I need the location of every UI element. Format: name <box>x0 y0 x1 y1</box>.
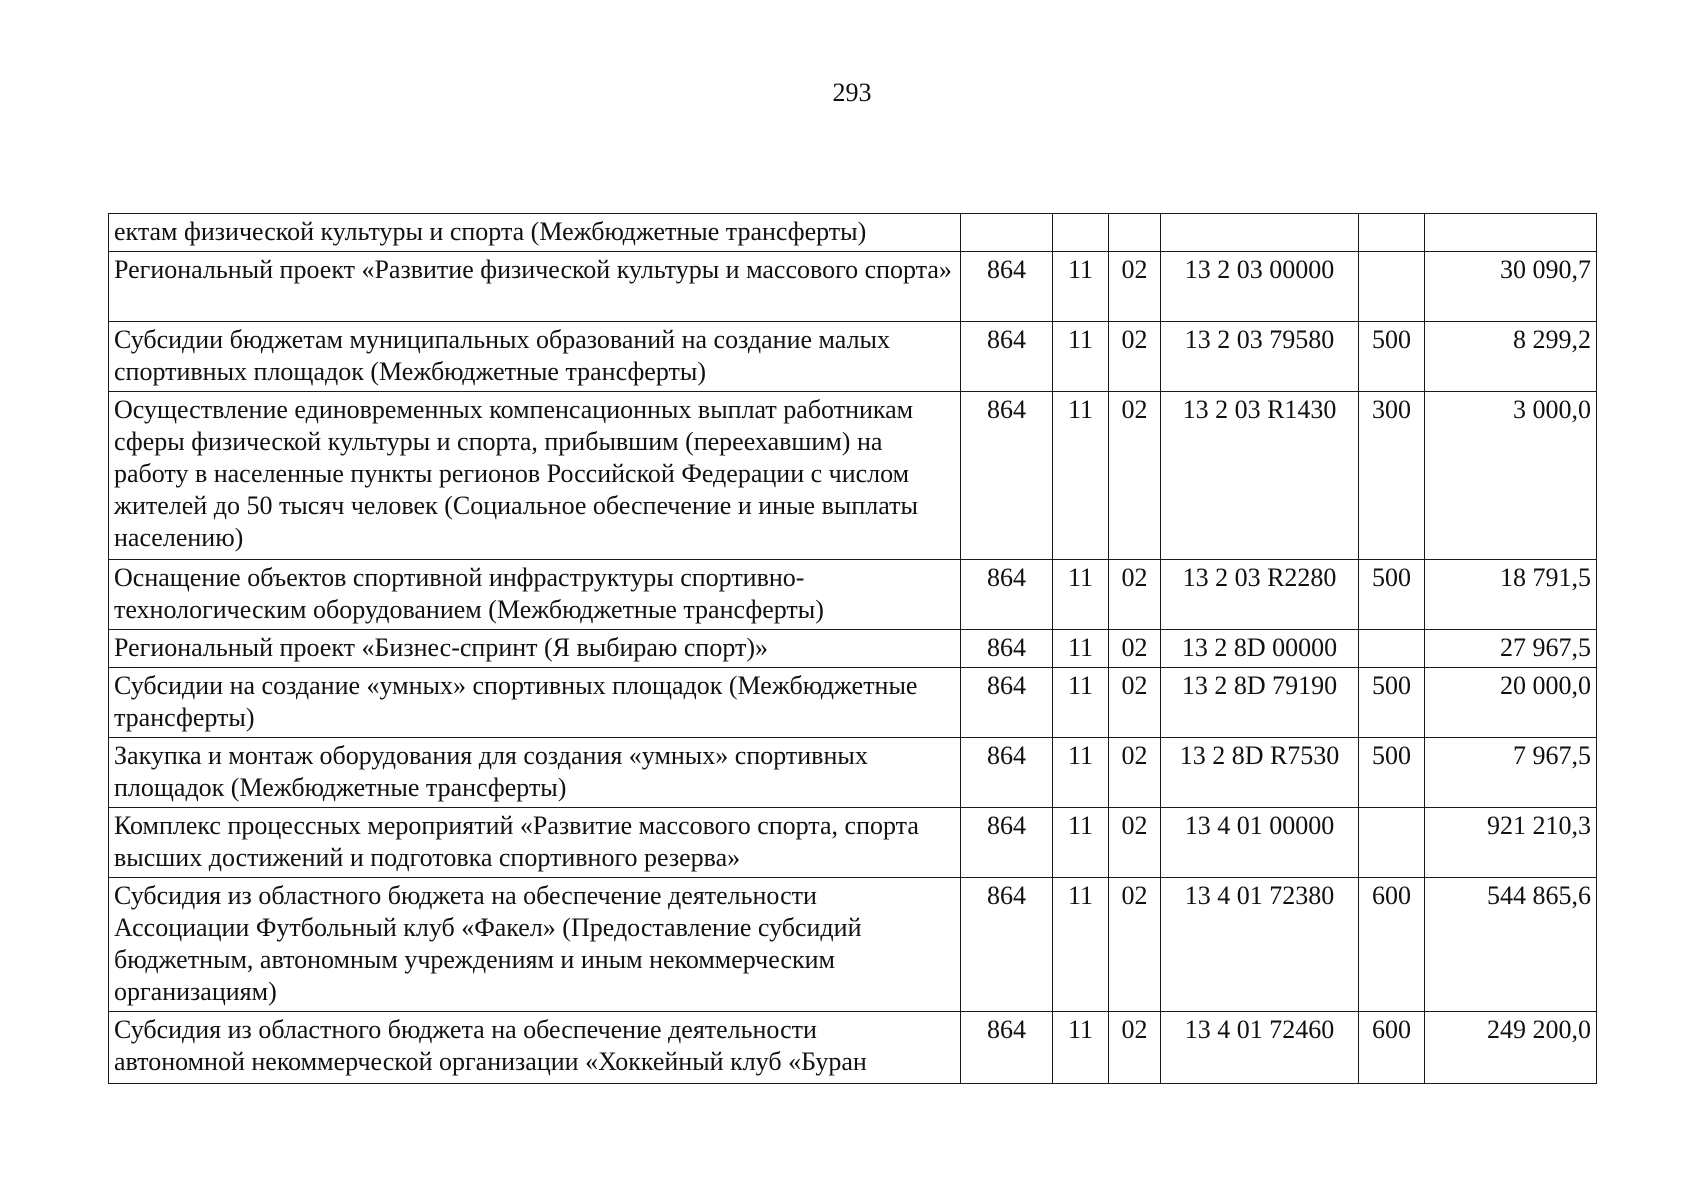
table-row <box>109 1012 1597 1084</box>
ministry-code-cell: 864 <box>961 392 1053 560</box>
target-article-cell: 13 2 03 79580 <box>1161 322 1359 392</box>
expense-type-cell: 500 <box>1359 322 1425 392</box>
subsection-code-cell: 02 <box>1109 560 1161 630</box>
subsection-code-cell: 02 <box>1109 392 1161 560</box>
table-row <box>109 214 1597 252</box>
subsection-code-cell: 02 <box>1109 878 1161 1012</box>
amount-cell: 20 000,0 <box>1425 668 1597 738</box>
subsection-code-cell: 02 <box>1109 668 1161 738</box>
target-article-cell: 13 2 03 00000 <box>1161 252 1359 322</box>
expense-type-cell: 300 <box>1359 392 1425 560</box>
expense-type-cell: 500 <box>1359 738 1425 808</box>
expense-type-cell: 600 <box>1359 878 1425 1012</box>
section-code-cell: 11 <box>1053 738 1109 808</box>
expense-type-cell: 500 <box>1359 668 1425 738</box>
row-name-cell: Субсидии бюджетам муниципальных образований на создание малых спортивных площадок (Межбюджетные трансферты) <box>109 322 961 392</box>
amount-cell: 544 865,6 <box>1425 878 1597 1012</box>
subsection-code-cell: 02 <box>1109 630 1161 668</box>
subsection-code-cell: 02 <box>1109 322 1161 392</box>
amount-cell <box>1425 214 1597 252</box>
expense-type-cell <box>1359 252 1425 322</box>
target-article-cell <box>1161 214 1359 252</box>
table-row <box>109 560 1597 630</box>
row-name-cell: Закупка и монтаж оборудования для создания «умных» спортивных площадок (Межбюджетные трансферты) <box>109 738 961 808</box>
section-code-cell: 11 <box>1053 252 1109 322</box>
table-row <box>109 738 1597 808</box>
table-body <box>109 214 1597 1084</box>
row-name-cell: Оснащение объектов спортивной инфраструктуры спортивно-технологическим оборудованием (Межбюджетные трансферты) <box>109 560 961 630</box>
ministry-code-cell: 864 <box>961 668 1053 738</box>
table-row <box>109 392 1597 560</box>
row-name-cell: ектам физической культуры и спорта (Межбюджетные трансферты) <box>109 214 961 252</box>
target-article-cell: 13 4 01 72380 <box>1161 878 1359 1012</box>
ministry-code-cell: 864 <box>961 738 1053 808</box>
ministry-code-cell: 864 <box>961 878 1053 1012</box>
ministry-code-cell: 864 <box>961 1012 1053 1084</box>
subsection-code-cell: 02 <box>1109 808 1161 878</box>
subsection-code-cell: 02 <box>1109 738 1161 808</box>
target-article-cell: 13 4 01 00000 <box>1161 808 1359 878</box>
amount-cell: 249 200,0 <box>1425 1012 1597 1084</box>
table-row <box>109 630 1597 668</box>
expense-type-cell <box>1359 214 1425 252</box>
row-name-cell: Региональный проект «Развитие физической культуры и массового спорта» <box>109 252 961 322</box>
amount-cell: 8 299,2 <box>1425 322 1597 392</box>
ministry-code-cell: 864 <box>961 808 1053 878</box>
target-article-cell: 13 4 01 72460 <box>1161 1012 1359 1084</box>
ministry-code-cell: 864 <box>961 630 1053 668</box>
target-article-cell: 13 2 8D 79190 <box>1161 668 1359 738</box>
ministry-code-cell: 864 <box>961 560 1053 630</box>
amount-cell: 7 967,5 <box>1425 738 1597 808</box>
section-code-cell: 11 <box>1053 808 1109 878</box>
subsection-code-cell: 02 <box>1109 252 1161 322</box>
amount-cell: 3 000,0 <box>1425 392 1597 560</box>
row-name-cell: Субсидия из областного бюджета на обеспечение деятельности Ассоциации Футбольный клуб «Факел» (Предоставление субсидий бюджетным, автономным учреждениям и иным некоммерческим организациям) <box>109 878 961 1012</box>
section-code-cell: 11 <box>1053 668 1109 738</box>
expense-type-cell <box>1359 630 1425 668</box>
row-name-cell: Комплекс процессных мероприятий «Развитие массового спорта, спорта высших достижений и подготовка спортивного резерва» <box>109 808 961 878</box>
budget-table <box>108 213 1597 1084</box>
table-row <box>109 252 1597 322</box>
section-code-cell: 11 <box>1053 630 1109 668</box>
target-article-cell: 13 2 8D 00000 <box>1161 630 1359 668</box>
subsection-code-cell <box>1109 214 1161 252</box>
expense-type-cell <box>1359 808 1425 878</box>
table-row <box>109 322 1597 392</box>
row-name-cell: Региональный проект «Бизнес-спринт (Я выбираю спорт)» <box>109 630 961 668</box>
page-number: 293 <box>832 78 872 107</box>
row-name-cell: Субсидии на создание «умных» спортивных площадок (Межбюджетные трансферты) <box>109 668 961 738</box>
section-code-cell <box>1053 214 1109 252</box>
section-code-cell: 11 <box>1053 1012 1109 1084</box>
expense-type-cell: 500 <box>1359 560 1425 630</box>
row-name-cell: Осуществление единовременных компенсационных выплат работникам сферы физической культуры и спорта, прибывшим (переехавшим) на работу в населенные пункты регионов Российской Федерации с числом жителей до 50 тысяч человек (Социальное обеспечение и иные выплаты населению) <box>109 392 961 560</box>
amount-cell: 18 791,5 <box>1425 560 1597 630</box>
section-code-cell: 11 <box>1053 878 1109 1012</box>
section-code-cell: 11 <box>1053 392 1109 560</box>
expense-type-cell: 600 <box>1359 1012 1425 1084</box>
amount-cell: 27 967,5 <box>1425 630 1597 668</box>
table-row <box>109 668 1597 738</box>
target-article-cell: 13 2 03 R1430 <box>1161 392 1359 560</box>
row-name-cell: Субсидия из областного бюджета на обеспечение деятельности автономной некоммерческой организации «Хоккейный клуб «Буран <box>109 1012 961 1084</box>
table-row <box>109 808 1597 878</box>
target-article-cell: 13 2 8D R7530 <box>1161 738 1359 808</box>
amount-cell: 921 210,3 <box>1425 808 1597 878</box>
ministry-code-cell <box>961 214 1053 252</box>
ministry-code-cell: 864 <box>961 252 1053 322</box>
section-code-cell: 11 <box>1053 322 1109 392</box>
subsection-code-cell: 02 <box>1109 1012 1161 1084</box>
table-row <box>109 878 1597 1012</box>
target-article-cell: 13 2 03 R2280 <box>1161 560 1359 630</box>
section-code-cell: 11 <box>1053 560 1109 630</box>
amount-cell: 30 090,7 <box>1425 252 1597 322</box>
ministry-code-cell: 864 <box>961 322 1053 392</box>
